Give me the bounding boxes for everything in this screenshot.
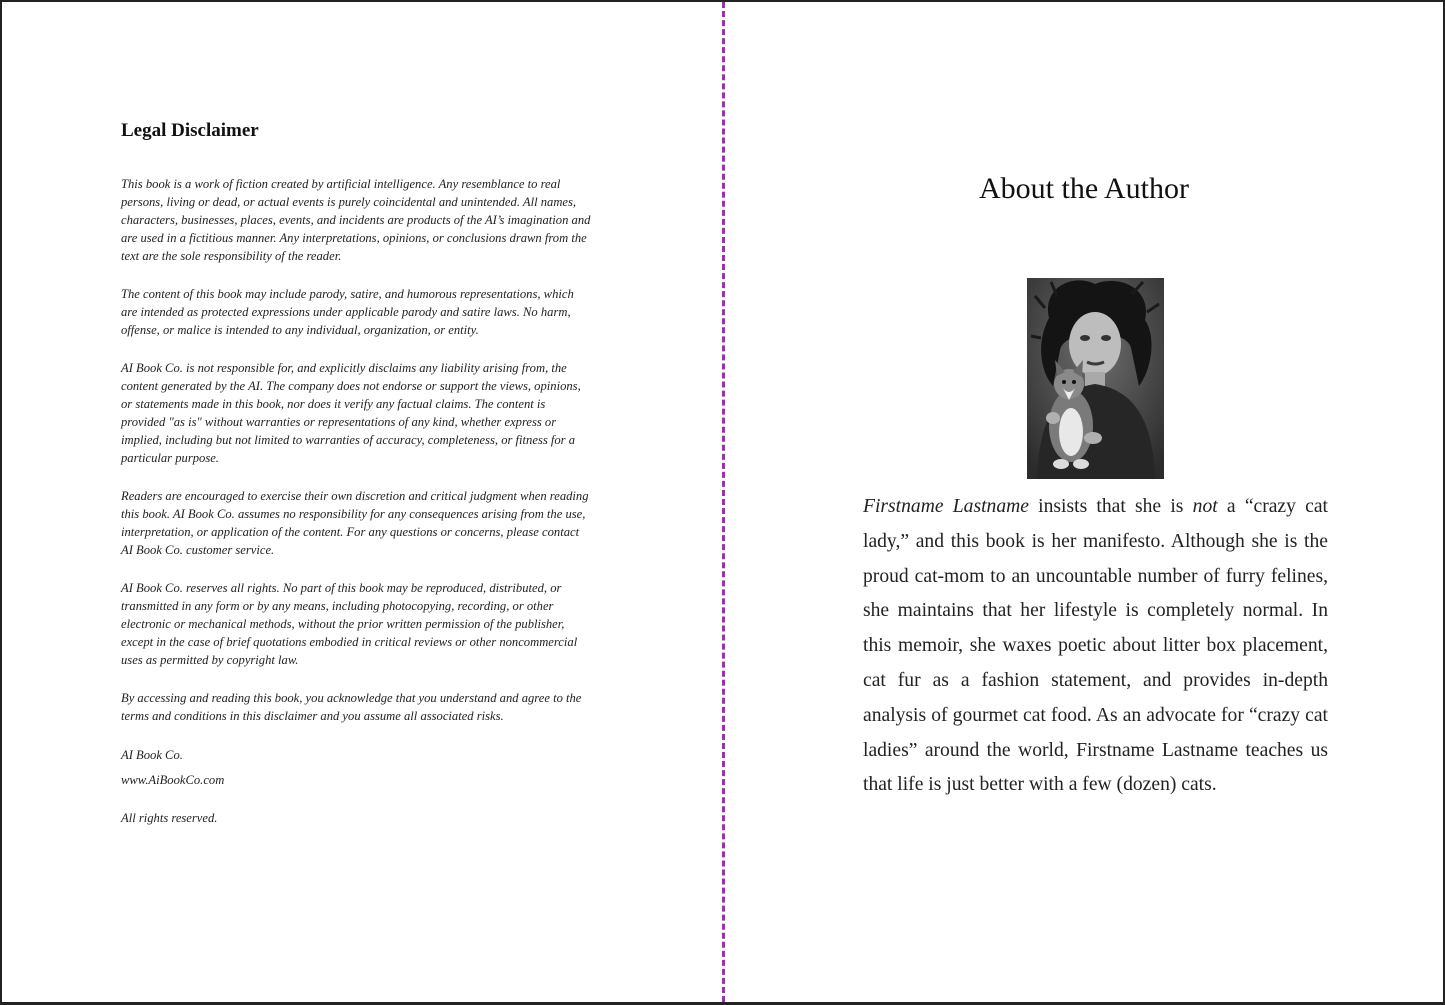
right-page-about-author	[725, 2, 1443, 1002]
author-bio	[863, 490, 1328, 803]
about-author-title: About the Author	[979, 172, 1189, 205]
disclaimer-paragraph: This book is a work of fiction created by artificial intelligence. Any resemblance to real persons, living or dead, or actual events is purely coincidental and unintended. All names, characters, businesses, places, events, and incidents are products of the AI’s imagination and are used in a fictitious manner. Any interpretations, opinions, or conclusions drawn from the text are the sole responsibility of the reader.	[121, 177, 591, 263]
author-name: Firstname Lastname	[863, 496, 1029, 517]
publisher-website: www.AiBookCo.com	[121, 772, 225, 787]
bio-text: a “crazy cat lady,” and this book is her manifesto. Although she is the proud cat-mom to an uncountable number of furry felines, she maintains that her lifestyle is completely normal. In this memoir, she waxes poetic about litter box placement, cat fur as a fashion statement, and provides in-depth analysis of gourmet cat food. As an advocate for “crazy cat ladies” around the world, Firstname Lastname teaches us that life is just better with a few (dozen) cats.	[863, 496, 1328, 796]
bio-text: insists that she is	[1028, 496, 1193, 517]
disclaimer-paragraph: By accessing and reading this book, you acknowledge that you understand and agree to the terms and conditions in this disclaimer and you assume all associated risks.	[121, 691, 582, 724]
author-bio-paragraph	[863, 490, 1328, 803]
rights-notice: All rights reserved.	[121, 811, 218, 826]
disclaimer-title: Legal Disclaimer	[121, 120, 259, 141]
disclaimer-paragraph: AI Book Co. reserves all rights. No part of this book may be reproduced, distributed, or transmitted in any form or by any means, including photocopying, recording, or other electronic or mechanical methods, without the prior written permission of the publisher, except in the case of brief quotations embodied in critical reviews or other noncommercial uses as permitted by copyright law.	[121, 581, 578, 667]
publisher-name: AI Book Co.	[121, 747, 183, 762]
disclaimer-paragraph: AI Book Co. is not responsible for, and explicitly disclaims any liability arising from, the content generated by the AI. The company does not endorse or support the views, opinions, or statements made in this book, nor does it verify any factual claims. The content is provided "as is" without warranties or representations of any kind, whether express or implied, including but not limited to warranties of accuracy, completeness, or fitness for a particular purpose.	[121, 361, 581, 465]
disclaimer-body	[121, 176, 591, 849]
disclaimer-paragraph: The content of this book may include parody, satire, and humorous representations, which are intended as protected expressions under applicable parody and satire laws. No harm, offense, or malice is intended to any individual, organization, or entity.	[121, 287, 574, 337]
author-photo	[1027, 278, 1164, 479]
left-page-legal-disclaimer	[2, 2, 722, 1002]
bio-emphasis: not	[1192, 496, 1218, 517]
disclaimer-paragraph: Readers are encouraged to exercise their own discretion and critical judgment when reading this book. AI Book Co. assumes no responsibility for any consequences arising from the use, interpretation, or application of the content. For any questions or concerns, please contact AI Book Co. customer service.	[121, 489, 589, 557]
